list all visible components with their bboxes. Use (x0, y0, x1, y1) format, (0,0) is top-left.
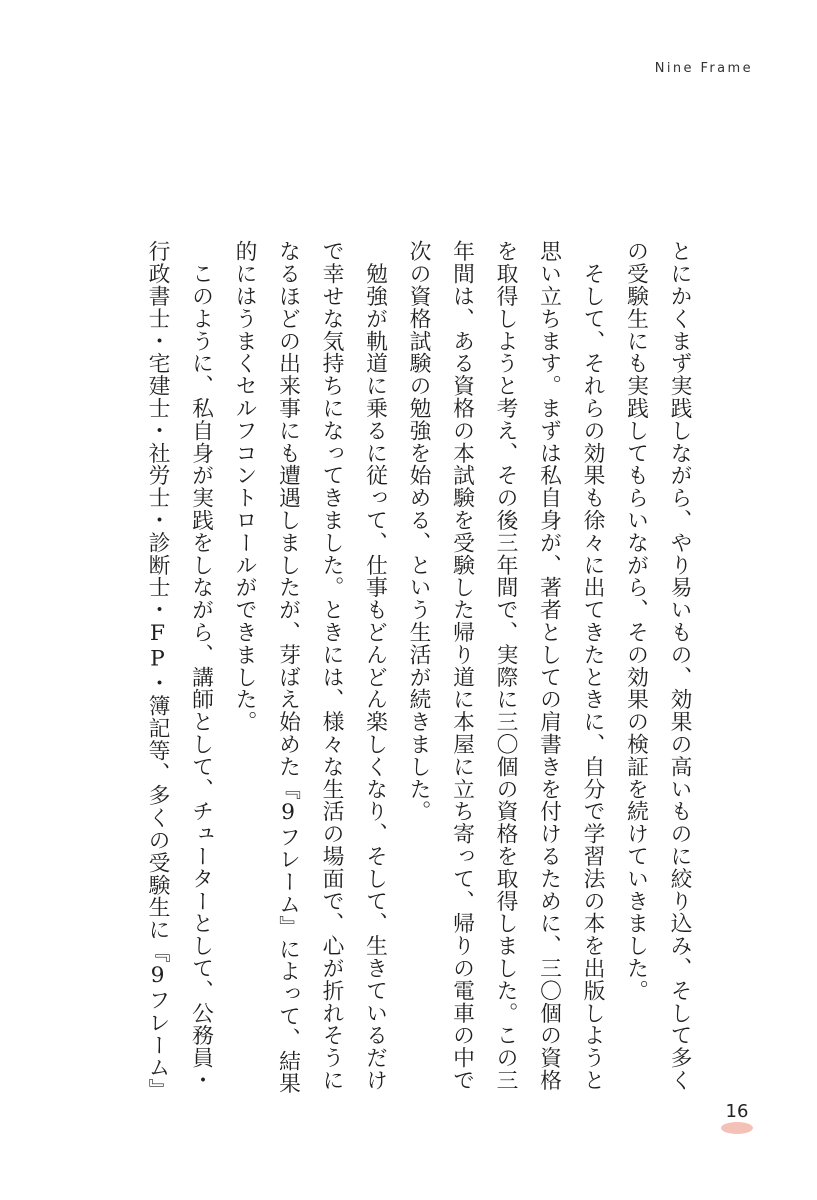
running-header: Nine Frame (654, 61, 753, 76)
text-line-13: 行政書士・宅建士・社労士・診断士・FP・簿記等、多くの受験生に『9フレーム』 (145, 240, 170, 1101)
vertical-body-text (117, 240, 697, 1120)
text-line-1: とにかくまず実践しながら、やり易いもの、効果の高いものに絞り込み、そして多く (667, 240, 692, 1092)
page-number: 16 (725, 1101, 749, 1122)
text-line-6: 年間は、ある資格の本試験を受験した帰り道に本屋に立ち寄って、帰りの電車の中で (449, 240, 475, 1092)
text-line-3: そして、それらの効果も徐々に出てきたときに、自分で学習法の本を出版しようと (580, 240, 605, 1092)
text-line-9: で幸せな気持ちになってきました。ときには、様々な生活の場面で、心が折れそうに (319, 240, 344, 1092)
text-line-7: 次の資格試験の勉強を始める、という生活が続きました。 (406, 240, 431, 823)
text-line-5: を取得しようと考え、その後三年間で、実際に三〇個の資格を取得しました。この三 (493, 240, 518, 1092)
text-line-11: 的にはうまくセルフコントロールができました。 (232, 240, 257, 733)
text-line-12: このように、私自身が実践をしながら、講師として、チューターとして、公務員・ (188, 240, 214, 1092)
text-line-2: の受験生にも実践してもらいながら、その効果の検証を続けていきました。 (623, 240, 649, 1002)
page-number-mark (721, 1122, 753, 1134)
text-line-8: 勉強が軌道に乗るに従って、仕事もどんどん楽しくなり、そして、生きているだけ (362, 240, 388, 1092)
text-line-10: なるほどの出来事にも遭遇しましたが、芽ばえ始めた『9フレーム』によって、結果 (275, 240, 301, 1095)
text-line-4: 思い立ちます。まずは私自身が、著者としての肩書きを付けるために、三〇個の資格 (536, 240, 562, 1092)
